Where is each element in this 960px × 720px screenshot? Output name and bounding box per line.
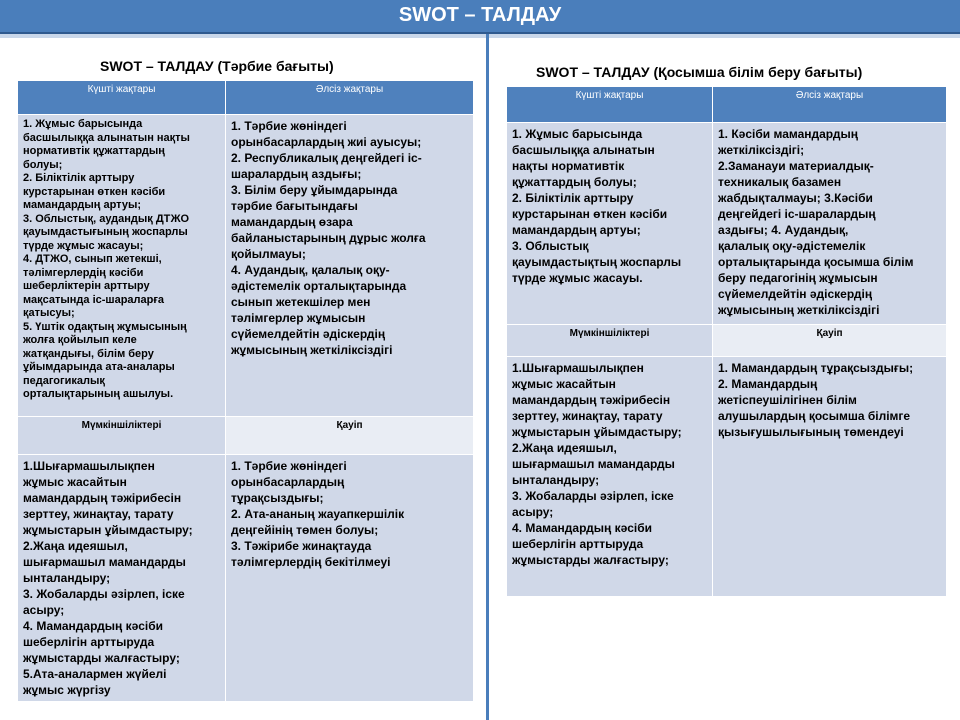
left-strengths-header: Күшті жақтары xyxy=(18,81,226,115)
list-line: нақты нормативтік xyxy=(512,159,625,173)
list-line: түрде жұмыс жасауы. xyxy=(512,271,643,285)
list-line: 1. Тәрбие жөніндегі xyxy=(231,459,347,473)
list-line: курстарынан өткен кәсіби xyxy=(512,207,668,221)
list-line: педагогикалық xyxy=(23,374,105,387)
list-line: жұмыстарын ұйымдастыру; xyxy=(512,425,682,439)
right-swot-table xyxy=(506,86,947,597)
list-line: 3. Жобаларды әзірлеп, іске xyxy=(23,587,185,601)
list-line: жабдықталмауы; 3.Кәсіби xyxy=(718,191,873,205)
list-line: 2. Республикалық деңгейдегі іс- xyxy=(231,151,422,165)
right-strengths-cell xyxy=(507,123,713,325)
right-strengths-header: Күшті жақтары xyxy=(507,87,713,123)
right-strengths-list xyxy=(512,126,707,286)
left-title: SWOT – ТАЛДАУ (Тәрбие бағыты) xyxy=(100,58,334,74)
list-line: жұмыс жасайтын xyxy=(23,475,127,489)
left-threats-header: Қауіп xyxy=(226,417,474,455)
left-weaknesses-list xyxy=(231,118,468,358)
list-line: 2. Біліктілік арттыру xyxy=(512,191,634,205)
list-line: жеткіліксіздігі; xyxy=(718,143,805,157)
slide-title: SWOT – ТАЛДАУ xyxy=(398,4,562,26)
list-line: қауымдастықтың жоспарлы xyxy=(512,255,682,269)
right-opportunities-list xyxy=(512,360,707,568)
list-line: тәлімгерлердің кәсіби xyxy=(23,266,144,279)
list-line: орталықтарының ашылуы. xyxy=(23,388,174,400)
left-rule xyxy=(0,34,486,38)
list-line: 4. Мамандардың кәсіби xyxy=(512,521,653,535)
list-line: асыру; xyxy=(23,603,65,617)
list-line: мамандардың артуы; xyxy=(23,199,142,211)
right-threats-list xyxy=(718,360,941,440)
list-line: сынып жетекшілер мен xyxy=(231,295,371,309)
list-line: орынбасарлардың xyxy=(231,475,345,489)
left-swot-table xyxy=(17,80,474,702)
list-line: шығармашыл мамандарды xyxy=(512,457,675,471)
list-line: шаралардың аздығы; xyxy=(231,167,362,181)
list-line: байланыстарының дұрыс жолға xyxy=(231,231,426,245)
column-divider xyxy=(486,34,489,720)
list-line: 2.Жаңа идеяшыл, xyxy=(512,441,617,455)
left-threats-cell xyxy=(226,455,474,702)
list-line: түрде жұмыс жасауы; xyxy=(23,239,144,252)
list-line: мамандардың тәжірибесін xyxy=(23,491,182,505)
list-line: қойылмауы; xyxy=(231,247,306,261)
left-strengths-list xyxy=(23,118,220,402)
list-line: құжаттардың болуы; xyxy=(512,175,637,189)
list-line: қатысуы; xyxy=(23,307,75,319)
list-line: шеберліктерін арттыру xyxy=(23,280,150,292)
list-line: 4. ДТЖО, сынып жетекші, xyxy=(23,253,162,265)
list-line: ынталандыру; xyxy=(512,473,600,487)
list-line: тәлімгерлер жұмысын xyxy=(231,311,366,325)
list-line: болуы; xyxy=(23,158,63,171)
list-line: орталықтарында қосымша білім xyxy=(718,255,914,269)
list-line: 3. Облыстық xyxy=(512,239,589,253)
right-weaknesses-header: Әлсіз жақтары xyxy=(713,87,947,123)
list-line: сүйемелдейтін әдіскердің xyxy=(718,287,873,301)
list-line: 1.Шығармашылықпен xyxy=(23,459,155,473)
left-weaknesses-header: Әлсіз жақтары xyxy=(226,81,474,115)
list-line: мамандардың өзара xyxy=(231,215,353,229)
list-line: 3. Жобаларды әзірлеп, іске xyxy=(512,489,674,503)
list-line: 2.Заманауи материалдық- xyxy=(718,159,874,173)
list-line: шығармашыл мамандарды xyxy=(23,555,186,569)
left-weaknesses-cell xyxy=(226,115,474,417)
list-line: мамандардың артуы; xyxy=(512,223,641,237)
slide-title-bar xyxy=(0,0,960,34)
list-line: 5. Үштік одақтың жұмысының xyxy=(23,320,187,333)
right-title: SWOT – ТАЛДАУ (Қосымша білім беру бағыты) xyxy=(536,64,863,80)
list-line: зерттеу, жинақтау, тарату xyxy=(23,507,174,521)
list-line: жұмыстарды жалғастыру; xyxy=(23,651,180,665)
list-line: нормативтік құжаттардың xyxy=(23,145,165,157)
list-line: мақсатында іс-шараларға xyxy=(23,293,165,306)
right-threats-cell xyxy=(713,357,947,597)
list-line: жұмыстарын ұйымдастыру; xyxy=(23,523,193,537)
list-line: аздығы; 4. Аудандық, xyxy=(718,223,849,237)
list-line: 2. Ата-ананың жауапкершілік xyxy=(231,507,405,521)
list-line: тұрақсыздығы; xyxy=(231,491,324,505)
list-line: беру педагогінің жұмысын xyxy=(718,271,878,285)
list-line: деңгейінің төмен болуы; xyxy=(231,523,379,537)
left-opportunities-header: Мүмкіншіліктері xyxy=(18,417,226,455)
list-line: орынбасарлардың жиі ауысуы; xyxy=(231,135,422,149)
list-line: 1. Жұмыс барысында xyxy=(512,127,643,141)
left-threats-list xyxy=(231,458,468,570)
list-line: қауымдастығының жоспарлы xyxy=(23,226,188,238)
list-line: 2. Мамандардың xyxy=(718,377,818,391)
list-line: ынталандыру; xyxy=(23,571,111,585)
list-line: алушылардың қосымша білімге xyxy=(718,409,911,423)
list-line: шеберлігін арттыруда xyxy=(23,635,155,649)
list-line: жұмыстарды жалғастыру; xyxy=(512,553,669,567)
left-opportunities-cell xyxy=(18,455,226,702)
list-line: 1. Тәрбие жөніндегі xyxy=(231,119,347,133)
list-line: техникалық базамен xyxy=(718,175,842,189)
list-line: 2.Жаңа идеяшыл, xyxy=(23,539,128,553)
list-line: 1. Кәсіби мамандардың xyxy=(718,127,858,141)
left-opportunities-list xyxy=(23,458,220,698)
list-line: тәлімгерлердің бекітілмеуі xyxy=(231,555,391,569)
list-line: 1. Мамандардың тұрақсыздығы; xyxy=(718,361,914,375)
list-line: басшылыққа алынатын нақты xyxy=(23,131,190,144)
list-line: 5.Ата-аналармен жүйелі xyxy=(23,667,167,681)
list-line: деңгейдегі іс-шаралардың xyxy=(718,207,876,221)
list-line: курстарынан өткен кәсіби xyxy=(23,185,166,198)
list-line: жетіспеушілігінен білім xyxy=(718,393,857,407)
list-line: тәрбие бағытындағы xyxy=(231,199,358,213)
list-line: 1.Шығармашылықпен xyxy=(512,361,644,375)
list-line: 1. Жұмыс барысында xyxy=(23,118,143,130)
list-line: қызығушылығының төмендеуі xyxy=(718,425,904,439)
list-line: 3. Білім беру ұйымдарында xyxy=(231,183,398,197)
right-weaknesses-cell xyxy=(713,123,947,325)
list-line: 3. Тәжірибе жинақтауда xyxy=(231,539,372,553)
list-line: 4. Аудандық, қалалық оқу- xyxy=(231,263,390,277)
right-opportunities-cell xyxy=(507,357,713,597)
list-line: жұмыс жасайтын xyxy=(512,377,616,391)
list-line: шеберлігін арттыруда xyxy=(512,537,644,551)
list-line: асыру; xyxy=(512,505,554,519)
list-line: сүйемелдейтін әдіскердің xyxy=(231,327,386,341)
right-opportunities-header: Мүмкіншіліктері xyxy=(507,325,713,357)
right-rule xyxy=(489,34,960,38)
left-strengths-cell xyxy=(18,115,226,417)
list-line: жұмысының жеткіліксіздігі xyxy=(718,303,880,317)
right-weaknesses-list xyxy=(718,126,941,318)
list-line: жатқандығы, білім беру xyxy=(23,347,154,360)
right-threats-header: Қауіп xyxy=(713,325,947,357)
list-line: басшылыққа алынатын xyxy=(512,143,655,157)
list-line: зерттеу, жинақтау, тарату xyxy=(512,409,663,423)
list-line: жұмысының жеткіліксіздігі xyxy=(231,343,393,357)
list-line: жолға қойылып келе xyxy=(23,334,137,346)
list-line: ұйымдарында ата-аналары xyxy=(23,361,175,373)
list-line: 3. Облыстық, аудандық ДТЖО xyxy=(23,212,190,225)
list-line: қалалық оқу-әдістемелік xyxy=(718,239,866,253)
list-line: жұмыс жүргізу xyxy=(23,683,111,697)
list-line: 2. Біліктілік арттыру xyxy=(23,172,135,184)
list-line: әдістемелік орталықтарында xyxy=(231,279,407,293)
list-line: 4. Мамандардың кәсіби xyxy=(23,619,164,633)
list-line: мамандардың тәжірибесін xyxy=(512,393,671,407)
